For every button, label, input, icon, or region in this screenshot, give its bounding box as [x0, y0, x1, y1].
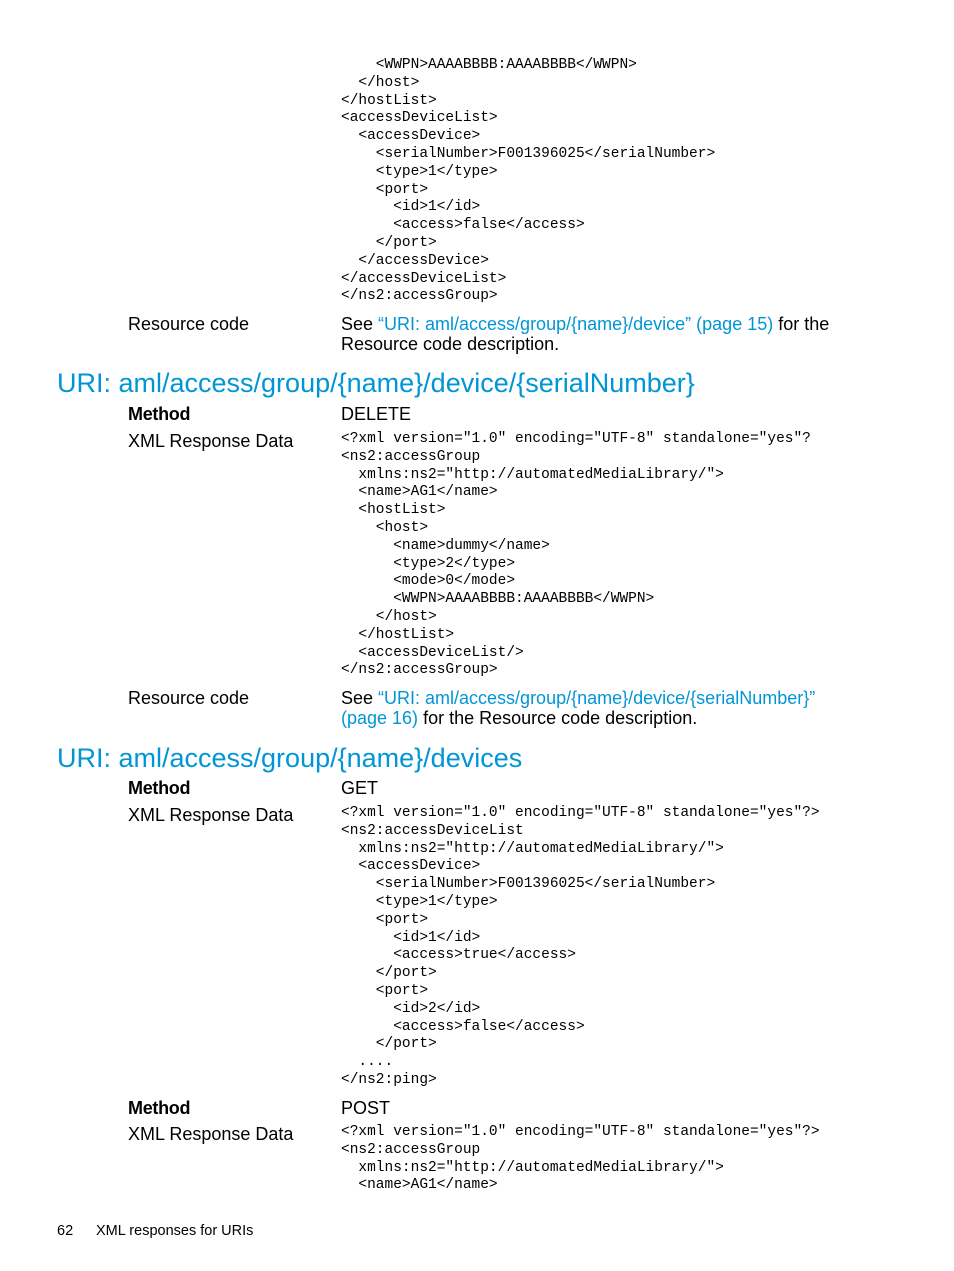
section-heading-devices: URI: aml/access/group/{name}/devices	[57, 743, 523, 773]
xml-code-post: <?xml version="1.0" encoding="UTF-8" standalone="yes"?> <ns2:accessGroup xmlns:ns2="http://automatedMediaLibrary/"> <name>AG1</name>	[341, 1124, 820, 1194]
section-heading-device-serial: URI: aml/access/group/{name}/device/{serialNumber}	[57, 368, 695, 398]
xml-response-label: XML Response Data	[128, 805, 294, 825]
page-number: 62	[57, 1223, 74, 1239]
footer-title: XML responses for URIs	[96, 1223, 254, 1239]
method-value: POST	[341, 1098, 391, 1118]
method-value: DELETE	[341, 404, 412, 424]
xml-response-label: XML Response Data	[128, 1124, 294, 1144]
method-label: Method	[128, 778, 191, 798]
see-text: See	[341, 314, 379, 334]
xml-response-label: XML Response Data	[128, 431, 294, 451]
device-serial-page-link[interactable]: “URI: aml/access/group/{name}/device/{serialNumber}” (page 16)	[341, 688, 816, 728]
xml-code-get: <?xml version="1.0" encoding="UTF-8" standalone="yes"?> <ns2:accessDeviceList xmlns:ns2="http://automatedMediaLibrary/"> <accessDevice> <serialNumber>F001396025</serialNumber> <type>1</type> <port> <id>1</id> <access>true</access> </port> <port> <id>2</id> <access>false</access> </port> .... </ns2:ping>	[341, 805, 820, 1088]
xml-code-delete: <?xml version="1.0" encoding="UTF-8" standalone="yes"? <ns2:accessGroup xmlns:ns2="http://automatedMediaLibrary/"> <name>AG1</name> <hostList> <host> <name>dummy</name> <type>2</type> <mode>0</mode> <WWPN>AAAABBBB:AAAABBBB</WWPN> </host> </hostList> <accessDeviceList/> </ns2:accessGroup>	[341, 431, 811, 679]
resource-code-description	[341, 688, 841, 728]
method-label: Method	[128, 1098, 191, 1118]
resource-code-label: Resource code	[128, 688, 250, 708]
description-suffix: for the Resource code description.	[418, 708, 698, 728]
resource-code-description	[341, 314, 841, 354]
resource-code-label: Resource code	[128, 314, 250, 334]
method-value: GET	[341, 778, 379, 798]
xml-code-continued: <WWPN>AAAABBBB:AAAABBBB</WWPN> </host> </hostList> <accessDeviceList> <accessDevice> <serialNumber>F001396025</serialNumber> <type>1</type> <port> <id>1</id> <access>false</access> </port> </accessDevice> </accessDeviceList> </ns2:accessGroup>	[341, 57, 716, 305]
description-suffix: for the Resource code description.	[341, 314, 830, 354]
see-text: See	[341, 688, 379, 708]
device-page-link[interactable]: “URI: aml/access/group/{name}/device” (page 15)	[378, 314, 774, 334]
method-label: Method	[128, 404, 191, 424]
